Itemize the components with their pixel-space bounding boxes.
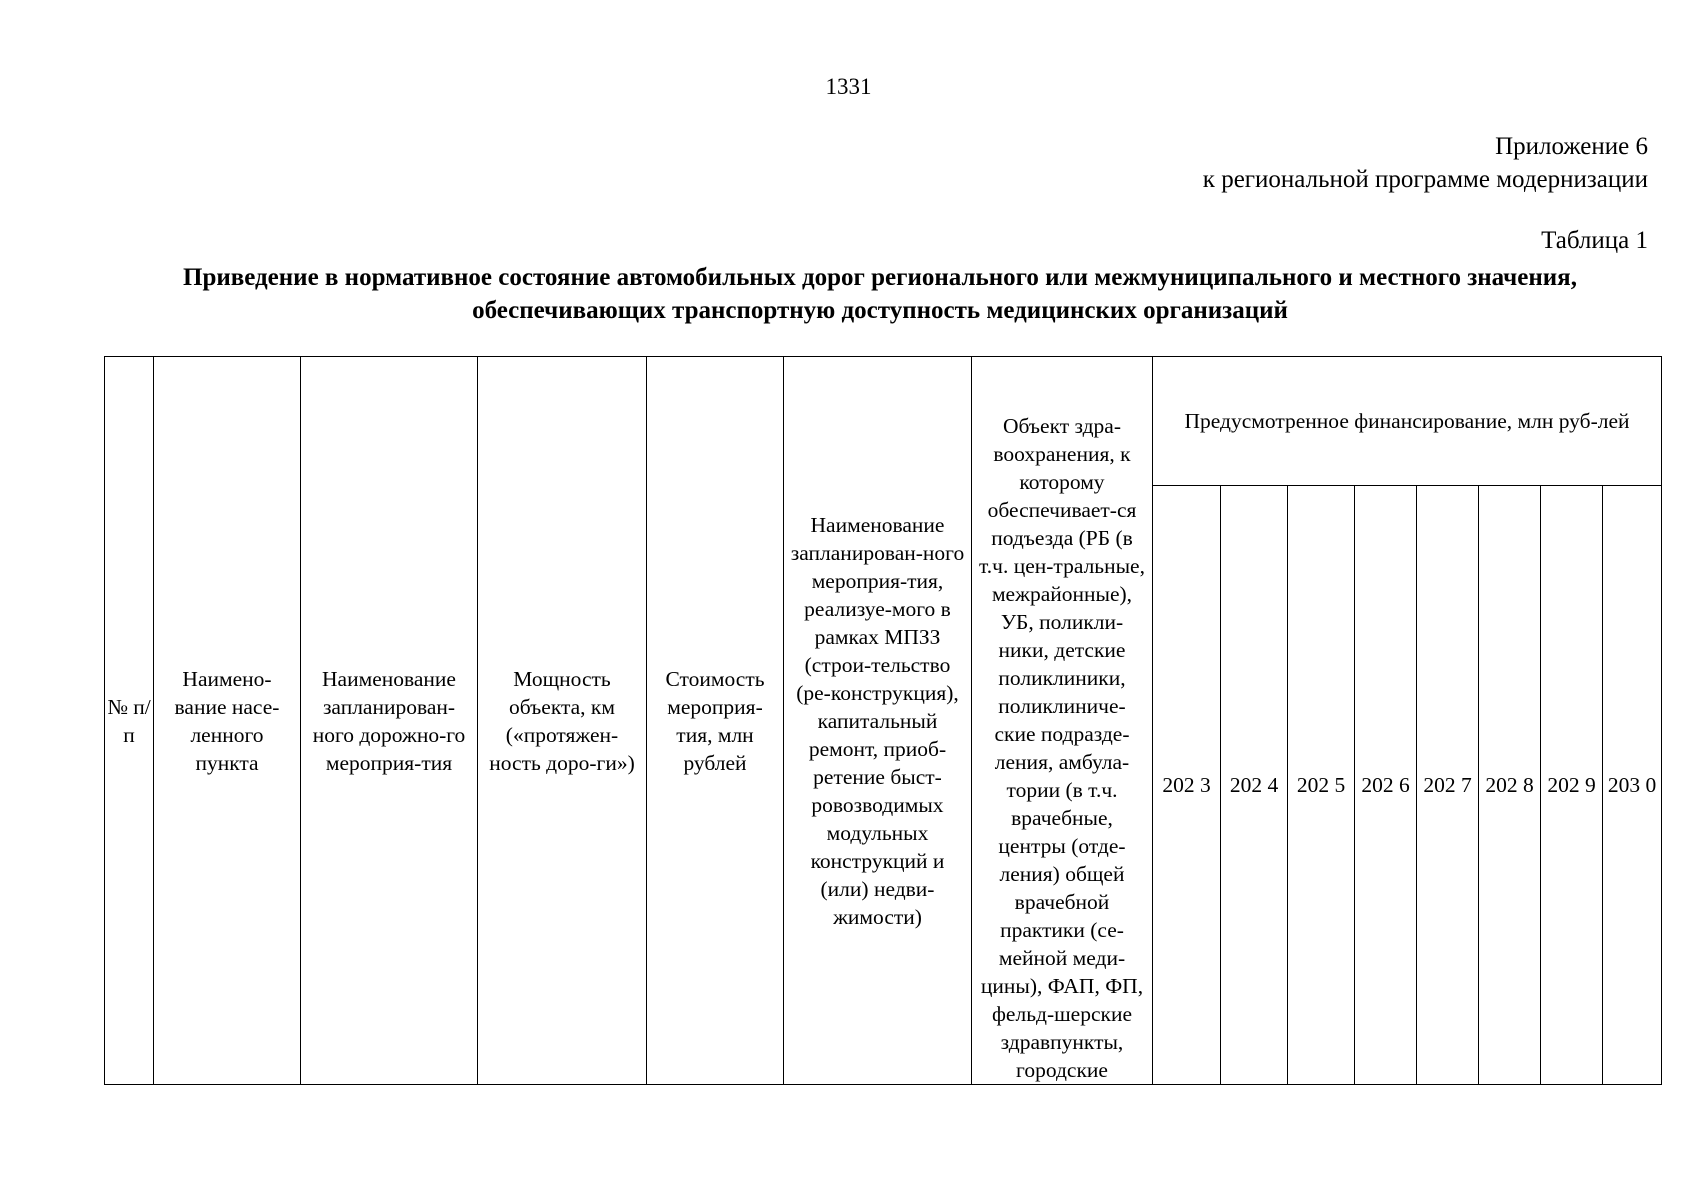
- appendix-caption: [1203, 130, 1648, 196]
- year-label: 202 4: [1229, 773, 1279, 797]
- header-cost-text: Стоимость мероприя-тия, млн рублей: [665, 666, 765, 775]
- appendix-line-1: Приложение 6: [1495, 133, 1648, 160]
- header-year-2024: [1221, 486, 1288, 1085]
- header-settlement-text: Наимено-вание насе-ленного пункта: [174, 666, 280, 775]
- appendix-line-2: к региональной программе модернизации: [1202, 166, 1648, 193]
- header-cell-health-object: [972, 357, 1153, 1085]
- header-road-event-text: Наименование запланирован-ного дорожно-го мероприя-тия: [312, 666, 466, 775]
- header-cell-settlement: [154, 357, 301, 1085]
- table-header: [104, 356, 1662, 1085]
- header-year-2030: [1603, 486, 1662, 1085]
- header-cell-cost: [647, 357, 784, 1085]
- header-cell-funding: [1153, 357, 1662, 486]
- header-mpzz-event-text: Наименование запланирован-ного мероприя-тия, реализуе-мого в рамках МПЗЗ (строи-тельство (ре-конструкция), капитальный ремонт, приоб-ретение быст-ровозводимых модульных конструкций и (или) недви-жимости): [790, 512, 965, 929]
- year-label: 202 3: [1162, 773, 1211, 797]
- header-year-2023: [1153, 486, 1221, 1085]
- page-number: 1331: [825, 74, 872, 99]
- year-label: 203 0: [1607, 773, 1657, 797]
- header-cell-road-event: [301, 357, 478, 1085]
- year-label: 202 5: [1296, 773, 1346, 797]
- header-health-object-text: Объект здра-воохранения, к которому обеспечивает-ся подъезда (РБ (в т.ч. цен-тральные, межрайонные), УБ, поликли-ники, детские поликлиники, поликлиниче-ские подразде-ления, амбула-тории (в т.ч. врачебные, центры (отде-ления) общей врачебной практики (се-мейной меди-цины), ФАП, ФП, фельд-шерские здравпункты, городские: [979, 414, 1145, 1082]
- header-year-2029: [1541, 486, 1603, 1085]
- year-label: 202 8: [1485, 773, 1534, 797]
- header-year-2028: [1479, 486, 1541, 1085]
- header-num-text: № п/п: [107, 694, 151, 747]
- header-cell-num: [105, 357, 154, 1085]
- header-cell-mpzz-event: [784, 357, 972, 1085]
- table-label: Таблица 1: [1541, 227, 1648, 254]
- document-title: Приведение в нормативное состояние автомобильных дорог регионального или межмуниципального и местного значения, обеспечивающих транспортную доступность медицинских организаций: [183, 264, 1577, 324]
- header-funding-text: Предусмотренное финансирование, млн руб-лей: [1184, 409, 1630, 433]
- header-year-2025: [1288, 486, 1355, 1085]
- year-label: 202 6: [1361, 773, 1410, 797]
- header-year-2027: [1417, 486, 1479, 1085]
- header-capacity-text: Мощность объекта, км («протяжен-ность доро-ги»): [489, 666, 635, 775]
- year-label: 202 9: [1547, 773, 1596, 797]
- header-cell-capacity: [478, 357, 647, 1085]
- year-label: 202 7: [1423, 773, 1472, 797]
- header-year-2026: [1355, 486, 1417, 1085]
